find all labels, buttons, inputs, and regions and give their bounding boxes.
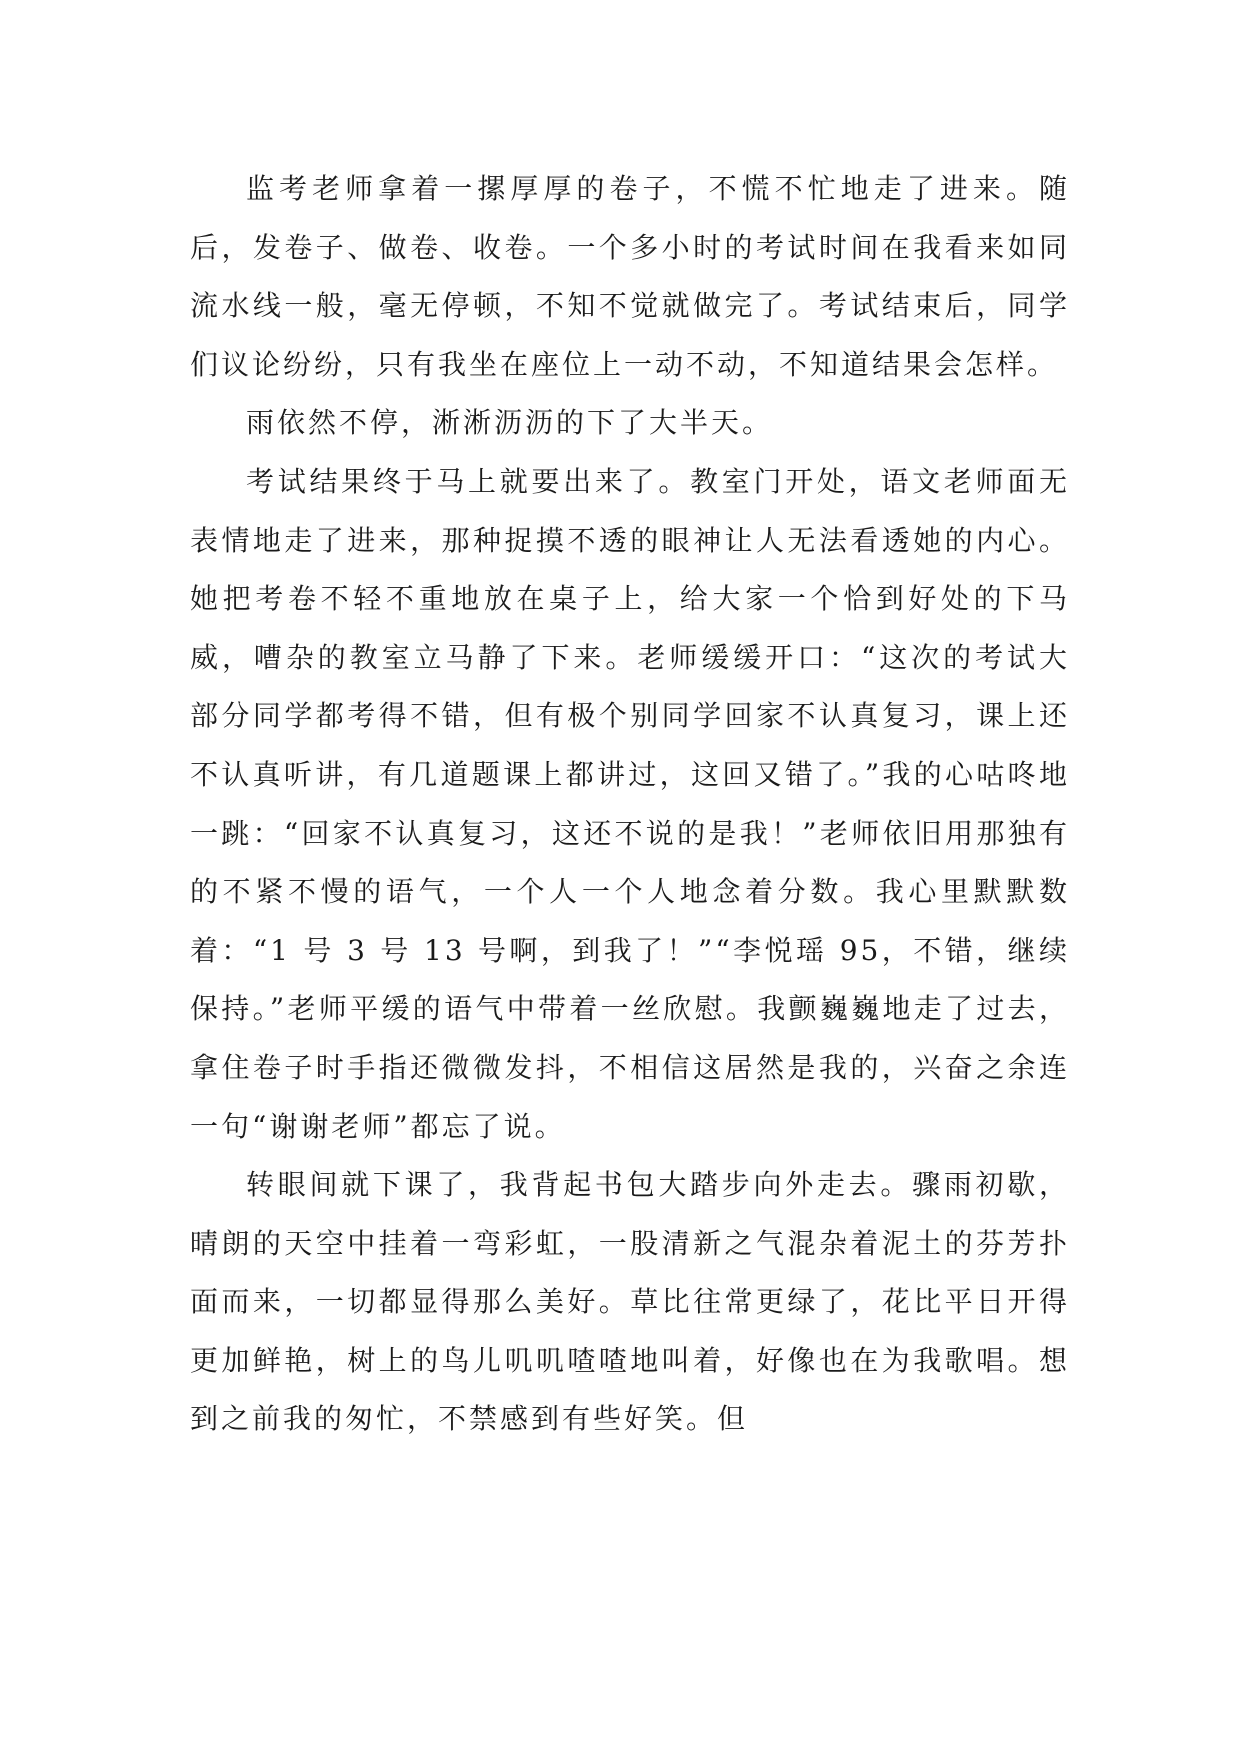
paragraph-rain: 雨依然不停，淅淅沥沥的下了大半天。 xyxy=(246,406,774,440)
paragraph-exam-process: 监考老师拿着一摞厚厚的卷子，不慌不忙地走了进来。随后，发卷子、做卷、收卷。一个多小时的考试时间在我看来如同流水线一般，毫无停顿，不知不觉就做完了。考试结束后，同学们议论纷纷，只有我坐在座位上一动不动，不知道结果会怎样。 xyxy=(190,172,1070,381)
document-page xyxy=(190,160,1070,1449)
paragraph-after-class: 转眼间就下课了，我背起书包大踏步向外走去。骤雨初歇，晴朗的天空中挂着一弯彩虹，一股清新之气混杂着泥土的芬芳扑面而来，一切都显得那么美好。草比往常更绿了，花比平日开得更加鲜艳，树上的鸟儿叽叽喳喳地叫着，好像也在为我歌唱。想到之前我的匆忙，不禁感到有些好笑。但 xyxy=(190,1168,1070,1436)
paragraph-results: 考试结果终于马上就要出来了。教室门开处，语文老师面无表情地走了进来，那种捉摸不透的眼神让人无法看透她的内心。她把考卷不轻不重地放在桌子上，给大家一个恰到好处的下马威，嘈杂的教室立马静了下来。老师缓缓开口：“这次的考试大部分同学都考得不错，但有极个别同学回家不认真复习，课上还不认真听讲，有几道题课上都讲过，这回又错了。”我的心咕咚地一跳：“回家不认真复习，这还不说的是我！”老师依旧用那独有的不紧不慢的语气，一个人一个人地念着分数。我心里默默数着：“1 号 3 号 13 号啊，到我了！”“李悦瑶 95，不错，继续保持。”老师平缓的语气中带着一丝欣慰。我颤巍巍地走了过去，拿住卷子时手指还微微发抖，不相信这居然是我的，兴奋之余连一句“谢谢老师”都忘了说。 xyxy=(190,464,1070,1143)
